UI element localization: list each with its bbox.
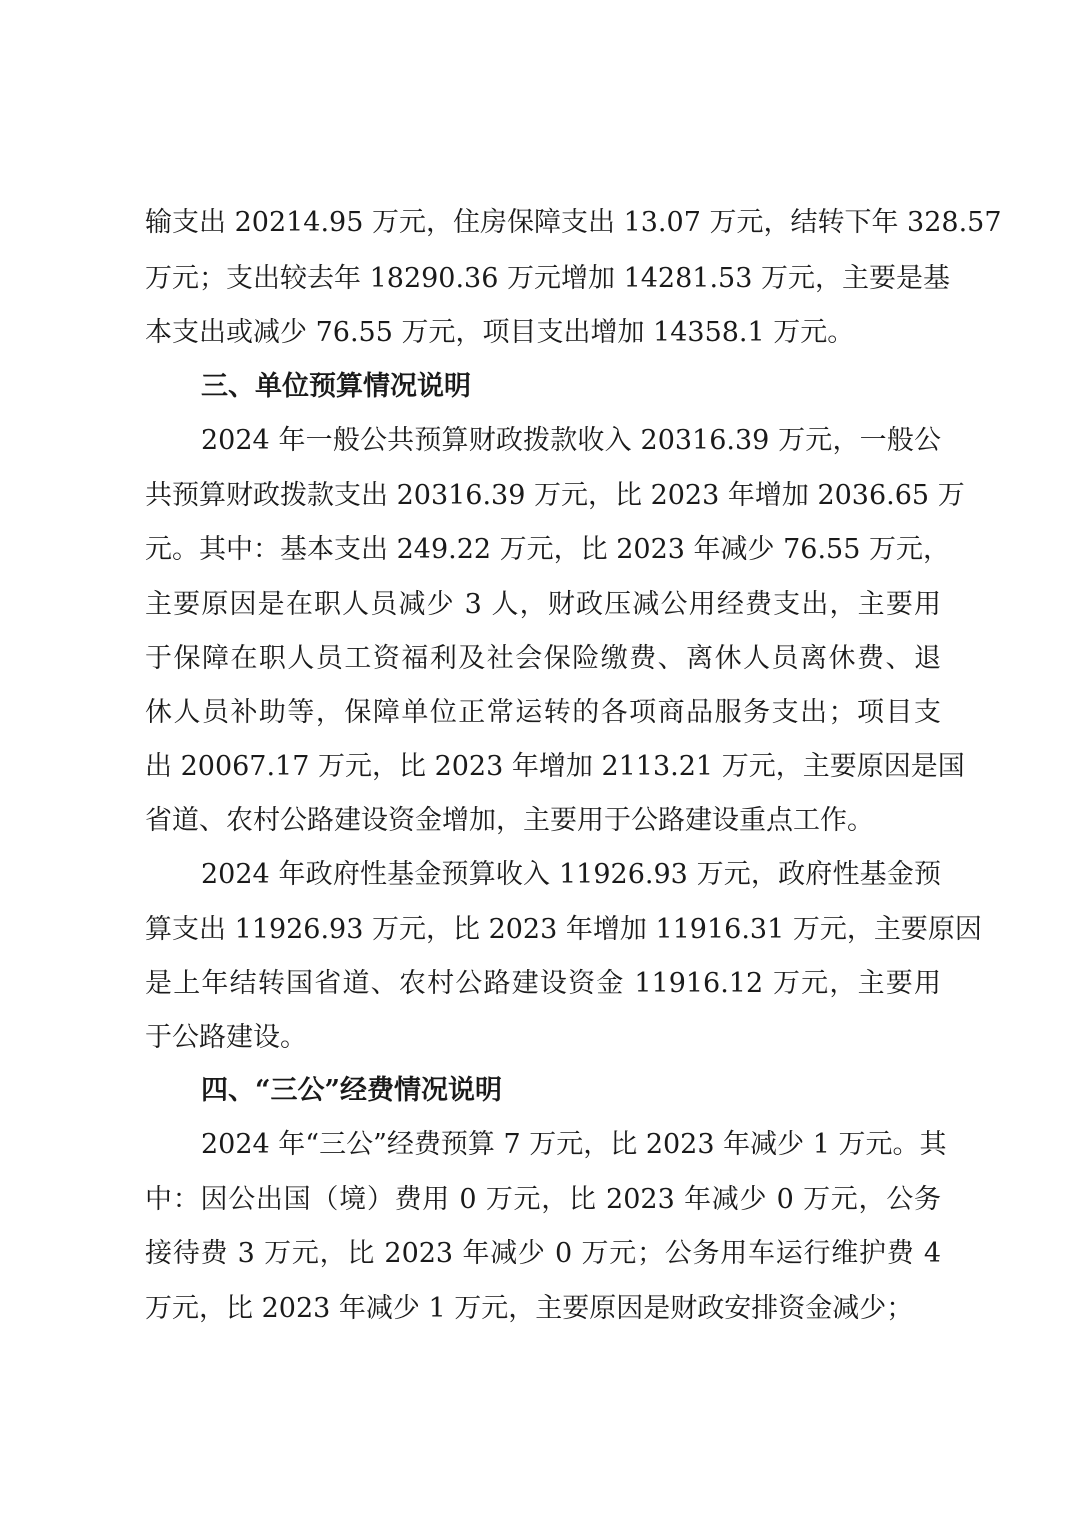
- paragraph-3-line-4: 于公路建设。: [145, 1022, 307, 1053]
- paragraph-4-line-3: 接待费 3 万元，比 2023 年减少 0 万元；公务用车运行维护费 4: [145, 1238, 941, 1269]
- paragraph-2-line-5: 于保障在职人员工资福利及社会保险缴费、离休人员离休费、退: [145, 643, 941, 674]
- paragraph-3-line-2: 算支出 11926.93 万元，比 2023 年增加 11916.31 万元，主要原因: [145, 914, 982, 945]
- section-heading-3: 三、单位预算情况说明: [201, 371, 471, 402]
- paragraph-2-line-7: 出 20067.17 万元，比 2023 年增加 2113.21 万元，主要原因是国: [145, 751, 965, 782]
- paragraph-2-line-2: 共预算财政拨款支出 20316.39 万元，比 2023 年增加 2036.65 万: [145, 480, 965, 511]
- paragraph-2-line-4: 主要原因是在职人员减少 3 人，财政压减公用经费支出，主要用: [145, 589, 941, 620]
- paragraph-1-line-3: 本支出或减少 76.55 万元，项目支出增加 14358.1 万元。: [145, 317, 855, 348]
- section-heading-4: 四、“三公”经费情况说明: [201, 1075, 503, 1106]
- paragraph-4-line-1: 2024 年“三公”经费预算 7 万元，比 2023 年减少 1 万元。其: [201, 1129, 947, 1160]
- paragraph-2-line-1: 2024 年一般公共预算财政拨款收入 20316.39 万元，一般公: [201, 425, 941, 456]
- paragraph-2-line-8: 省道、农村公路建设资金增加，主要用于公路建设重点工作。: [145, 805, 874, 836]
- paragraph-3-line-3: 是上年结转国省道、农村公路建设资金 11916.12 万元，主要用: [145, 968, 941, 999]
- paragraph-4-line-4: 万元，比 2023 年减少 1 万元，主要原因是财政安排资金减少；: [145, 1293, 914, 1324]
- paragraph-2-line-6: 休人员补助等，保障单位正常运转的各项商品服务支出；项目支: [145, 697, 941, 728]
- paragraph-2-line-3: 元。其中：基本支出 249.22 万元，比 2023 年减少 76.55 万元，: [145, 534, 950, 565]
- paragraph-4-line-2: 中：因公出国（境）费用 0 万元，比 2023 年减少 0 万元，公务: [145, 1184, 941, 1215]
- paragraph-3-line-1: 2024 年政府性基金预算收入 11926.93 万元，政府性基金预: [201, 859, 941, 890]
- paragraph-1-line-1: 输支出 20214.95 万元，住房保障支出 13.07 万元，结转下年 328.57: [145, 207, 1002, 238]
- paragraph-1-line-2: 万元；支出较去年 18290.36 万元增加 14281.53 万元，主要是基: [145, 263, 950, 294]
